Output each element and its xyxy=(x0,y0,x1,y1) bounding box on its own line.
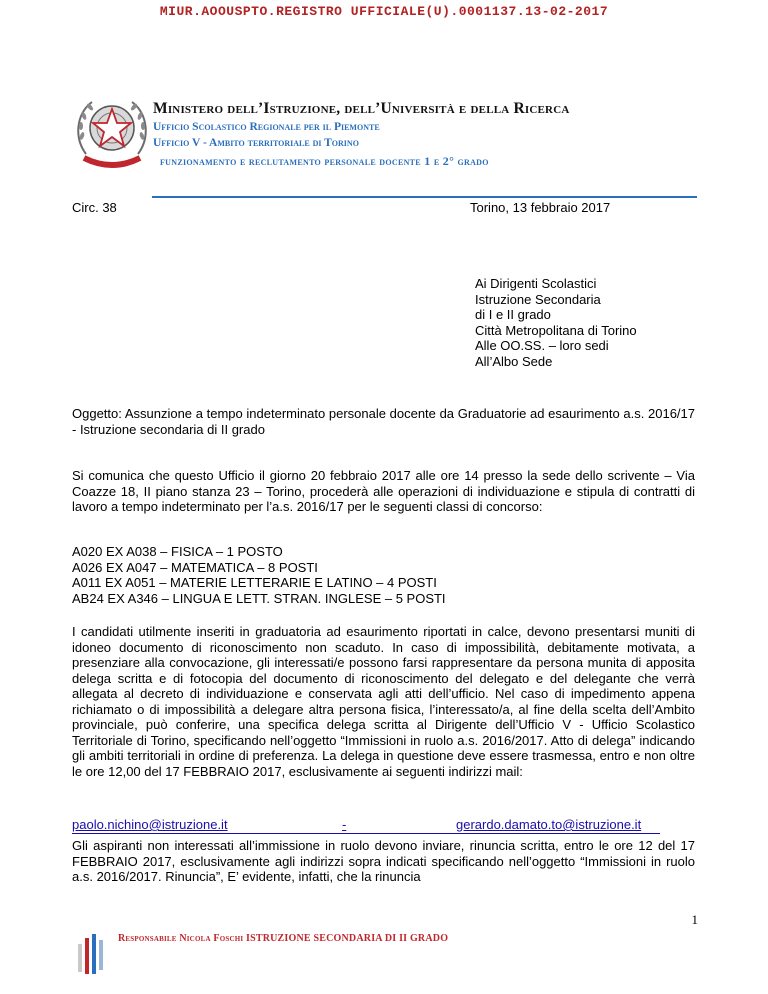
regional-office: Ufficio Scolastico Regionale per il Piemonte xyxy=(153,121,380,133)
class-item: AB24 EX A346 – LINGUA E LETT. STRAN. INGLESE – 5 POSTI xyxy=(72,590,446,606)
recipient-line: All’Albo Sede xyxy=(475,353,553,369)
ministry-title: Ministero dell’Istruzione, dell’Università e della Ricerca xyxy=(153,100,570,117)
recipient-line: Alle OO.SS. – loro sedi xyxy=(475,338,609,353)
email-separator: - xyxy=(342,817,347,832)
circular-number: Circ. 38 xyxy=(72,200,117,215)
instructions-paragraph: I candidati utilmente inseriti in graduatoria ad esaurimento riportati in calce, devono presentarsi muniti di idoneo documento di riconoscimento non scaduto. In caso di impossibilità, debitamente motivata, a presenziare alla convocazione, gli interessati/e possono farsi rappresentare da persona munita di apposita delega scritta e di fotocopia del documento di riconoscimento del delegato e del delegante che verrà allegata al decreto di individuazione e conservata agli atti dell’ufficio. Nel caso di impedimento appena richiamato o di impossibilità a delegare altra persona fisica, l’interessato/a, al fine della scelta dell’Ambito provinciale, può conferire, una specifica delega scritta al Dirigente dell’Ufficio V - Ufficio Scolastico Territoriale di Torino, specificando nell’oggetto “Immissioni in ruolo a.s. 2016/2017. Atto di delega” indicando gli ambiti territoriali in ordine di preferenza. La delega in questione deve essere trasmessa, entro e non oltre le ore 12,00 del 17 FEBBRAIO 2017, esclusivamente ai seguenti indirizzi mail: xyxy=(72,624,695,779)
recipient-line: Istruzione Secondaria xyxy=(475,291,601,307)
page-number: 1 xyxy=(691,912,698,927)
class-list xyxy=(72,544,695,606)
email-underline xyxy=(72,833,660,834)
local-office: Ufficio V - Ambito territoriale di Torino xyxy=(153,137,359,149)
document-date: Torino, 13 febbraio 2017 xyxy=(470,200,611,215)
recipients-block xyxy=(475,276,637,369)
class-item: A020 EX A038 – FISICA – 1 POSTO xyxy=(72,544,283,559)
class-item: A011 EX A051 – MATERIE LETTERARIE E LATINO – 4 POSTI xyxy=(72,575,437,590)
italian-republic-emblem-icon xyxy=(72,92,152,172)
department-title: funzionamento e reclutamento personale docente 1 e 2° grado xyxy=(160,154,489,168)
class-item: A026 EX A047 – MATEMATICA – 8 POSTI xyxy=(72,559,318,575)
email-link-damato[interactable]: gerardo.damato.to@istruzione.it xyxy=(456,817,642,832)
recipient-line: Città Metropolitana di Torino xyxy=(475,322,637,338)
subject-paragraph: Oggetto: Assunzione a tempo indeterminato personale docente da Graduatorie ad esaurimento a.s. 2016/17 - Istruzione secondaria di II grado xyxy=(72,406,695,437)
intro-paragraph: Si comunica che questo Ufficio il giorno 20 febbraio 2017 alle ore 14 presso la sede dello scrivente – Via Coazze 18, II piano stanza 23 – Torino, procederà alle operazioni di individuazione e stipula di contratti di lavoro a tempo indeterminato per l’a.s. 2016/17 per le seguenti classi di concorso: xyxy=(72,468,695,514)
email-link-nichino[interactable]: paolo.nichino@istruzione.it xyxy=(72,817,228,832)
recipient-line: di I e II grado xyxy=(475,307,551,322)
header-divider xyxy=(152,196,697,198)
footer-responsabile: Responsabile Nicola Foschi ISTRUZIONE SECONDARIA DI II GRADO xyxy=(118,933,449,944)
withdrawal-paragraph: Gli aspiranti non interessati all’immissione in ruolo devono inviare, rinuncia scritta, entro le ore 12 del 17 FEBBRAIO 2017, esclusivamente agli indirizzi sopra indicati specificando nell’oggetto “Immissioni in ruolo a.s. 2016/2017. Rinuncia”, E’ evidente, infatti, che la rinuncia xyxy=(72,838,695,884)
recipient-line: Ai Dirigenti Scolastici xyxy=(475,276,597,291)
protocol-stamp: MIUR.AOOUSPTO.REGISTRO UFFICIALE(U).0001137.13-02-2017 xyxy=(159,4,609,19)
footer-logo-bars-icon xyxy=(76,930,104,976)
